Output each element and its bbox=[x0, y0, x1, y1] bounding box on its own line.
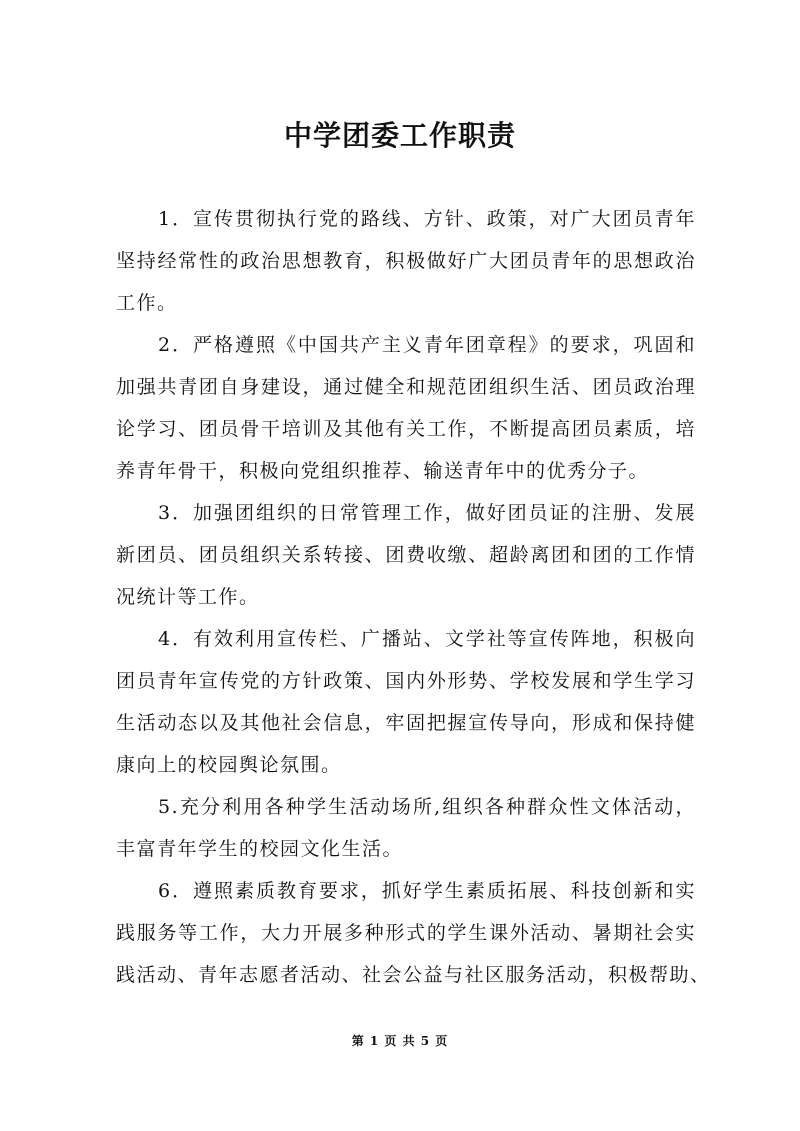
paragraph-2-line-3: 论学习、团员骨干培训及其他有关工作，不断提高团员素质，培 bbox=[116, 418, 696, 440]
paragraph-4-line-4: 康向上的校园舆论氛围。 bbox=[116, 754, 342, 776]
paragraph-3-line-1: 3．加强团组织的日常管理工作，做好团员证的注册、发展 bbox=[158, 502, 696, 524]
paragraph-1-line-1: 1．宣传贯彻执行党的路线、方针、政策，对广大团员青年 bbox=[158, 208, 696, 230]
paragraph-5-line-2: 丰富青年学生的校园文化生活。 bbox=[116, 838, 404, 860]
paragraph-5-line-1: 5.充分利用各种学生活动场所,组织各种群众性文体活动， bbox=[158, 796, 696, 818]
paragraph-4-line-2: 团员青年宣传党的方针政策、国内外形势、学校发展和学生学习 bbox=[116, 670, 696, 692]
paragraph-2-line-1: 2．严格遵照《中国共产主义青年团章程》的要求，巩固和 bbox=[158, 334, 696, 356]
paragraph-4-line-3: 生活动态以及其他社会信息，牢固把握宣传导向，形成和保持健 bbox=[116, 712, 696, 734]
page-footer: 第 1 页 共 5 页 bbox=[351, 1034, 449, 1048]
paragraph-3-line-3: 况统计等工作。 bbox=[116, 586, 260, 608]
paragraph-3-line-2: 新团员、团员组织关系转接、团费收缴、超龄离团和团的工作情 bbox=[116, 544, 696, 566]
paragraph-6-line-3: 践活动、青年志愿者活动、社会公益与社区服务活动，积极帮助、 bbox=[116, 964, 711, 986]
paragraph-1-line-3: 工作。 bbox=[116, 292, 178, 314]
paragraph-2-line-4: 养青年骨干，积极向党组织推荐、输送青年中的优秀分子。 bbox=[116, 460, 650, 482]
document-title: 中学团委工作职责 bbox=[283, 119, 516, 152]
paragraph-6-line-1: 6．遵照素质教育要求，抓好学生素质拓展、科技创新和实 bbox=[158, 880, 696, 902]
paragraph-4-line-1: 4．有效利用宣传栏、广播站、文学社等宣传阵地，积极向 bbox=[158, 628, 696, 650]
paragraph-6-line-2: 践服务等工作，大力开展多种形式的学生课外活动、暑期社会实 bbox=[116, 922, 696, 944]
paragraph-2-line-2: 加强共青团自身建设，通过健全和规范团组织生活、团员政治理 bbox=[116, 376, 696, 398]
document-body bbox=[116, 198, 711, 996]
paragraph-1-line-2: 坚持经常性的政治思想教育，积极做好广大团员青年的思想政治 bbox=[116, 250, 696, 272]
